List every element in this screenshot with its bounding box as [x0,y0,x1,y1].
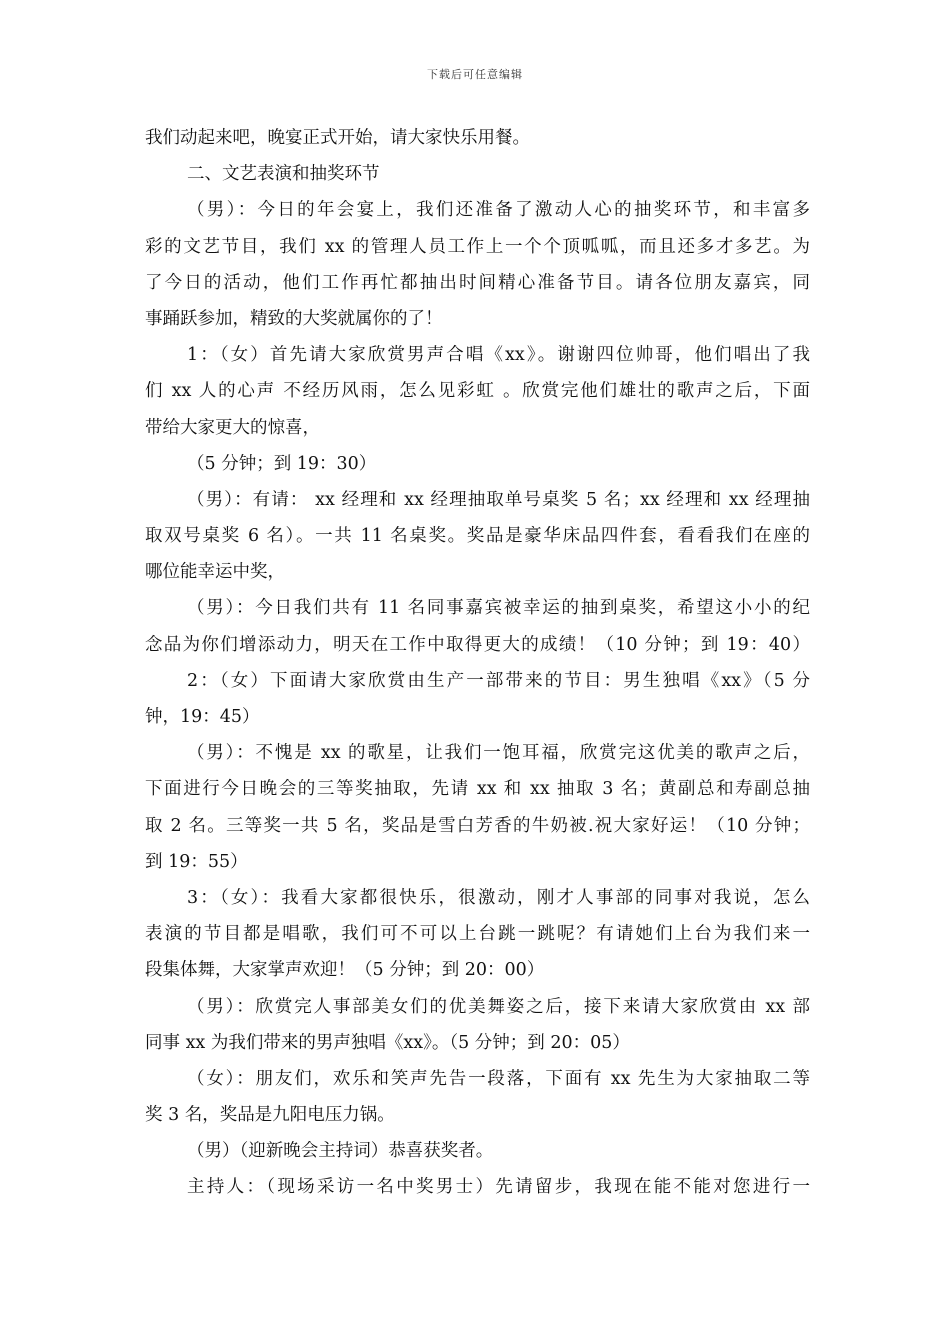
document-body [145,120,810,1206]
text-line: 2：（女）下面请大家欣赏由生产一部带来的节目：男生独唱《xx》（5 分 [187,670,810,691]
text-line: 1：（女）首先请大家欣赏男声合唱《xx》。谢谢四位帅哥，他们唱出了我 [187,345,810,366]
text-line: （男）：今日的年会宴上，我们还准备了激动人心的抽奖环节，和丰富多 [187,200,810,221]
text-line: 表演的节目都是唱歌，我们可不可以上台跳一跳呢？有请她们上台为我们来一 [145,924,810,945]
text-line: 们 xx 人的心声 不经历风雨，怎么见彩虹 。欣赏完他们雄壮的歌声之后，下面 [145,381,810,402]
text-line: 3：（女）：我看大家都很快乐，很激动，刚才人事部的同事对我说，怎么 [187,887,810,908]
text-line: 同事 xx 为我们带来的男声独唱《xx》。（5 分钟；到 20：05） [145,1032,630,1053]
text-line: 段集体舞，大家掌声欢迎！（5 分钟；到 20：00） [145,960,545,981]
text-line: 钟，19：45） [145,707,260,727]
text-line: （女）：朋友们，欢乐和笑声先告一段落，下面有 xx 先生为大家抽取二等 [187,1068,810,1089]
text-line: 我们动起来吧，晚宴正式开始，请大家快乐用餐。 [145,128,530,148]
text-line: （男）：欣赏完人事部美女们的优美舞姿之后，接下来请大家欣赏由 xx 部 [187,996,810,1017]
text-line: 到 19：55） [145,851,248,872]
text-line: 主持人：（现场采访一名中奖男士）先请留步，我现在能不能对您进行一 [187,1177,810,1198]
text-line: （男）：有请： xx 经理和 xx 经理抽取单号桌奖 5 名；xx 经理和 xx 经理抽 [187,489,810,510]
page-header: 下载后可任意编辑 [427,68,523,81]
text-line: 哪位能幸运中奖， [145,562,285,583]
text-line: 事踊跃参加，精致的大奖就属你的了！ [145,308,443,329]
text-line: （男）：今日我们共有 11 名同事嘉宾被幸运的抽到桌奖，希望这小小的纪 [187,598,810,619]
text-line: （男）：不愧是 xx 的歌星，让我们一饱耳福，欣赏完这优美的歌声之后， [187,743,810,764]
text-line: 带给大家更大的惊喜， [145,417,320,438]
text-line: 念品为你们增添动力，明天在工作中取得更大的成绩！（10 分钟；到 19：40） [145,634,810,655]
text-line: 彩的文艺节目，我们 xx 的管理人员工作上一个个顶呱呱，而且还多才多艺。为 [145,236,810,257]
text-line: （5 分钟；到 19：30） [187,453,377,474]
text-line: 取双号桌奖 6 名）。一共 11 名桌奖。奖品是豪华床品四件套，看看我们在座的 [145,526,810,547]
text-line: 了今日的活动，他们工作再忙都抽出时间精心准备节目。请各位朋友嘉宾，同 [145,272,810,293]
text-line: （男）（迎新晚会主持词）恭喜获奖者。 [187,1141,494,1162]
text-line: 下面进行今日晚会的三等奖抽取，先请 xx 和 xx 抽取 3 名；黄副总和寿副总抽 [145,779,810,800]
section-heading: 二、文艺表演和抽奖环节 [187,164,380,185]
text-line: 取 2 名。三等奖一共 5 名，奖品是雪白芳香的牛奶被.祝大家好运！（10 分钟； [145,815,810,836]
text-line: 奖 3 名，奖品是九阳电压力锅。 [145,1105,395,1126]
